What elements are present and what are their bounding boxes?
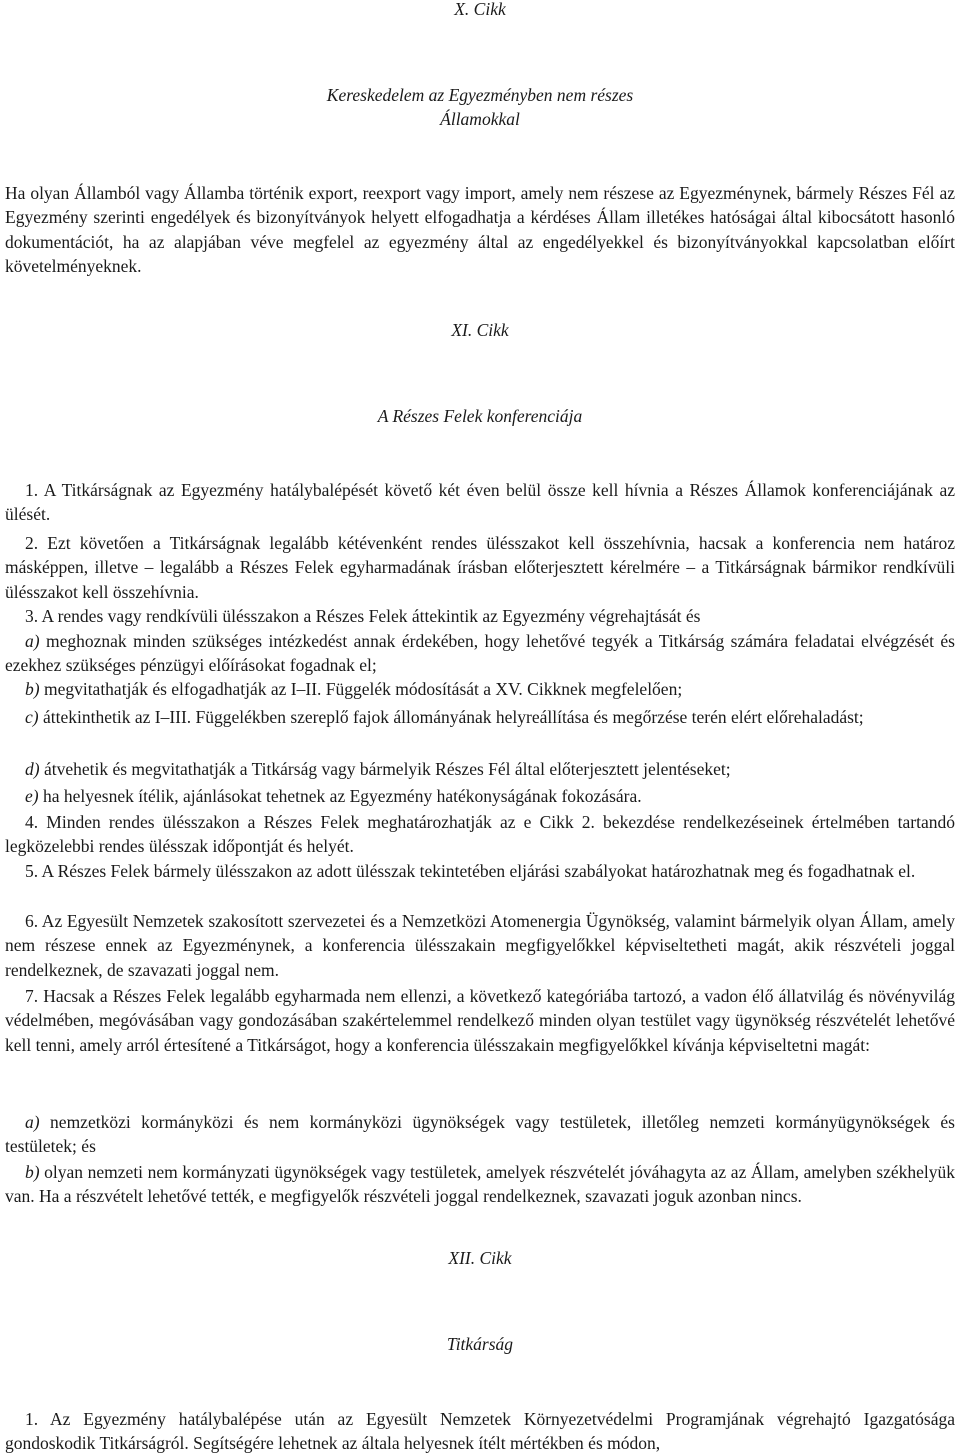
article-11-paragraph-7: 7. Hacsak a Részes Felek legalább egyharmada nem ellenzi, a következő kategóriába tartozó, a vadon élő állatvilág és növényvilág védelmében, megóvásában vagy gondozásában szakértelemmel rendelkező minden olyan testület vagy ügynökség részvételét lehetővé kell tenni, amely arról értesítené a Titkárságot, hogy a konferencia ülésszakain megfigyelőkkel kívánja képviseltetni magát: xyxy=(5,986,955,1055)
article-11-item-c xyxy=(5,705,955,729)
article-11-item-d xyxy=(5,757,955,781)
article-12-paragraph-1: 1. Az Egyezmény hatálybalépése után az Egyesült Nemzetek Környezetvédelmi Programjának végrehajtó Igazgatósága gondoskodik Titkárságról. Segítségére lehetnek az általa helyesnek ítélt mértékben és módon, xyxy=(5,1409,955,1454)
item-e-text: ha helyesnek ítélik, ajánlásokat tehetnek az Egyezmény hatékonyságának fokozására. xyxy=(38,786,642,806)
article-11-paragraph-6: 6. Az Egyesült Nemzetek szakosított szervezetei és a Nemzetközi Atomenergia Ügynökség, valamint bármelyik olyan Állam, amely nem részese ennek az Egyezménynek, a konferencia ülésszakain megfigyelőkkel képviseltetheti magát, akik részvételi joggal rendelkeznek, de szavazati joggal nem. xyxy=(5,911,955,980)
article-11-item-a xyxy=(5,629,955,678)
item-b-text: megvitathatják és elfogadhatják az I–II. Függelék módosítását a XV. Cikknek megfelelően; xyxy=(39,679,683,699)
article-12-title: XII. Cikk xyxy=(448,1248,512,1268)
article-11-paragraph-5: 5. A Részes Felek bármely ülésszakon az adott ülésszak tekintetében eljárási szabályokat határozhatnak meg és fogadhatnak el. xyxy=(25,861,916,881)
article-11-subtitle: A Részes Felek konferenciája xyxy=(377,406,583,426)
article-10-subtitle-line-1: Kereskedelem az Egyezményben nem részes xyxy=(326,85,634,105)
article-11-paragraph-4: 4. Minden rendes ülésszakon a Részes Felek meghatározhatják az e Cikk 2. bekezdése rendelkezéseinek értelmében tartandó legközelebbi rendes ülésszak időpontját és helyét. xyxy=(5,812,955,857)
article-11-paragraph-3: 3. A rendes vagy rendkívüli ülésszakon a Részes Felek áttekintik az Egyezmény végrehajtását és xyxy=(25,606,701,626)
item-c-label: c) xyxy=(25,707,39,727)
article-10-paragraph: Ha olyan Államból vagy Államba történik export, reexport vagy import, amely nem részese az Egyezménynek, bármely Részes Fél az Egyezmény szerinti engedélyek és bizonyítványok helyett elfogadhatja a kérdéses Állam illetékes hatóságai által kibocsátott hasonló dokumentációt, ha az alapjában véve megfelel az egyezmény által az engedélyekkel és bizonyítványokkal kapcsolatban előírt követelményeknek. xyxy=(5,183,955,276)
article-10-title: X. Cikk xyxy=(454,0,506,19)
article-11-paragraph-1: 1. A Titkárságnak az Egyezmény hatálybalépését követő két éven belül össze kell hívnia a Részes Államok konferenciájának az ülését. xyxy=(5,480,955,525)
item-7a-label: a) xyxy=(25,1112,40,1132)
article-11-item-b xyxy=(5,677,955,701)
article-11-item-7b xyxy=(5,1160,955,1209)
article-11-paragraph-2: 2. Ezt követően a Titkárságnak legalább kétévenként rendes ülésszakot kell összehívnia, hacsak a konferencia nem határoz másképpen, illetve – legalább a Részes Felek egyharmadának írásban előterjesztett kérelmére – a Titkárságnak bármikor rendkívüli ülésszakot kell összehívnia. xyxy=(5,533,955,602)
item-a-text: meghoznak minden szükséges intézkedést annak érdekében, hogy lehetővé tegyék a Titkárság számára feladatai elvégzését és ezekhez szükséges pénzügyi előírásokat fogadnak el; xyxy=(5,631,955,676)
item-d-text: átvehetik és megvitathatják a Titkárság vagy bármelyik Részes Fél által előterjesztett jelentéseket; xyxy=(39,759,731,779)
article-12-subtitle: Titkárság xyxy=(446,1334,514,1354)
item-7b-label: b) xyxy=(25,1162,40,1182)
item-7b-text: olyan nemzeti nem kormányzati ügynökségek vagy testületek, amelyek részvételét jóváhagyta az az Állam, amelyben székhelyük van. Ha a részvételt lehetővé tették, e megfigyelők részvételi joggal rendelkeznek, szavazati joguk azonban nincs. xyxy=(5,1162,955,1207)
article-11-item-e xyxy=(5,784,955,808)
item-a-label: a) xyxy=(25,631,40,651)
article-11-item-7a xyxy=(5,1110,955,1159)
item-e-label: e) xyxy=(25,786,39,806)
item-d-label: d) xyxy=(25,759,40,779)
item-b-label: b) xyxy=(25,679,40,699)
item-7a-text: nemzetközi kormányközi és nem kormányközi ügynökségek vagy testületek, illetőleg nemzeti kormányügynökségek és testületek; és xyxy=(5,1112,955,1157)
article-10-subtitle-line-2: Államokkal xyxy=(440,109,520,129)
item-c-text: áttekinthetik az I–III. Függelékben szereplő fajok állományának helyreállítása és megőrzése terén elért előrehaladást; xyxy=(38,707,864,727)
article-11-title: XI. Cikk xyxy=(451,320,509,340)
